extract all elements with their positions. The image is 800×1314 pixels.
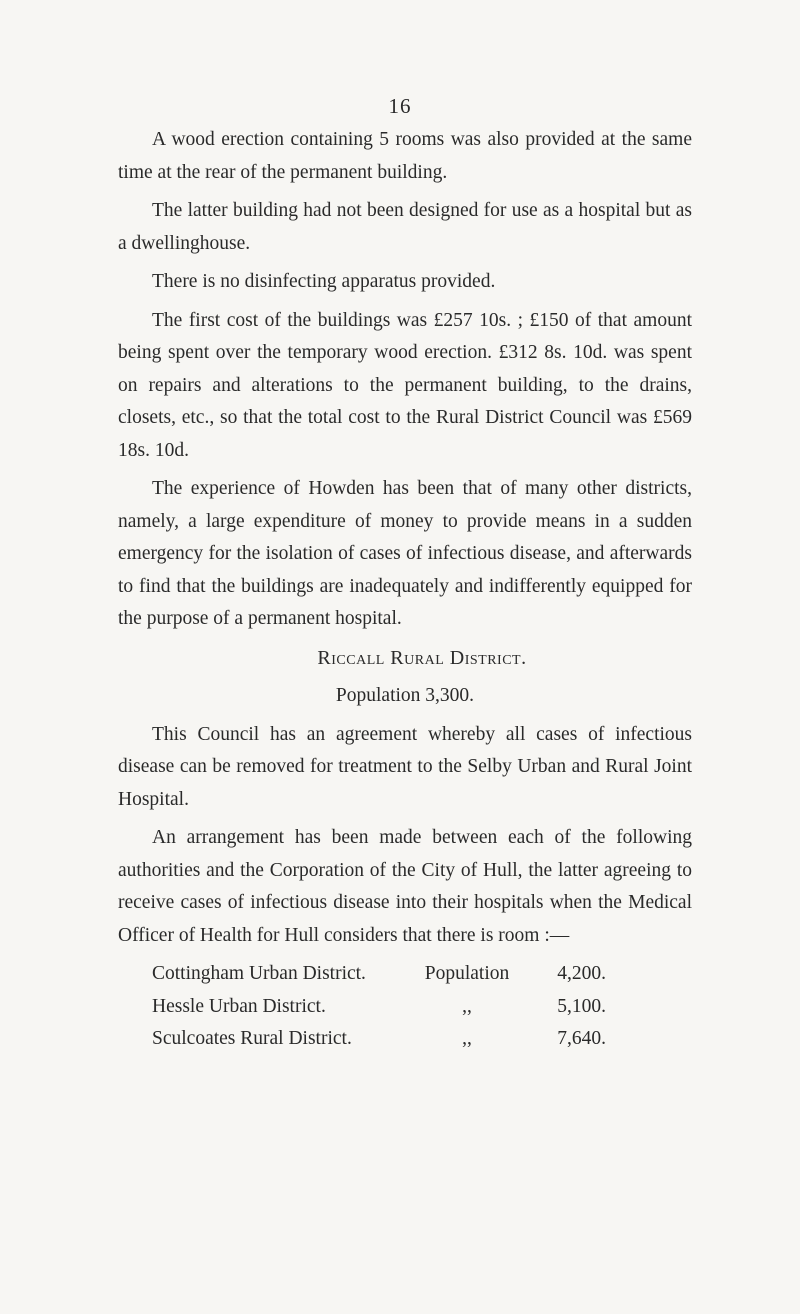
- population-label: ,,: [462, 1028, 472, 1049]
- authority-name: Hessle Urban District.: [152, 995, 326, 1017]
- authority-name: Sculcoates Rural District.: [152, 1028, 352, 1049]
- paragraph: A wood erection containing 5 rooms was also provided at the same time at the rear of the permanent building.: [118, 129, 692, 183]
- list-item: [152, 958, 692, 991]
- page-number: 16: [388, 94, 412, 118]
- body-text: [118, 124, 692, 1056]
- population-value: 4,200.: [557, 963, 606, 984]
- section-population: Population 3,300.: [335, 685, 475, 706]
- population-value: 7,640.: [557, 1028, 606, 1049]
- section-heading: Riccall Rural District.: [317, 646, 527, 669]
- paragraph: The experience of Howden has been that of many other districts, namely, a large expenditure of money to provide means in a sudden emergency for the isolation of cases of infectious disease, and afterwards to find that the buildings are inadequately and indifferently equipped for the purpose of a permanent hospital.: [118, 478, 692, 629]
- list-item: [152, 991, 692, 1024]
- population-value: 5,100.: [557, 995, 606, 1017]
- authority-name: Cottingham Urban District.: [152, 963, 366, 984]
- paragraph: An arrangement has been made between each of the following authorities and the Corporation of the City of Hull, the latter agreeing to receive cases of infectious disease into their hospitals when the Medical Officer of Health for Hull considers that there is room :—: [118, 827, 692, 946]
- list-item: [152, 1023, 692, 1056]
- paragraph: There is no disinfecting apparatus provided.: [152, 271, 496, 292]
- paragraph: This Council has an agreement whereby all cases of infectious disease can be removed for treatment to the Selby Urban and Rural Joint Hospital.: [118, 723, 692, 810]
- population-label: ,,: [462, 995, 472, 1017]
- population-label: Population: [424, 963, 510, 984]
- paragraph: The first cost of the buildings was £257 10s. ; £150 of that amount being spent over the temporary wood erection. £312 8s. 10d. was spent on repairs and alterations to the permanent building, to the drains, closets, etc., so that the total cost to the Rural District Council was £569 18s. 10d.: [118, 309, 692, 461]
- paragraph: The latter building had not been designed for use as a hospital but as a dwellinghouse.: [118, 200, 692, 254]
- authorities-list: [152, 958, 692, 1056]
